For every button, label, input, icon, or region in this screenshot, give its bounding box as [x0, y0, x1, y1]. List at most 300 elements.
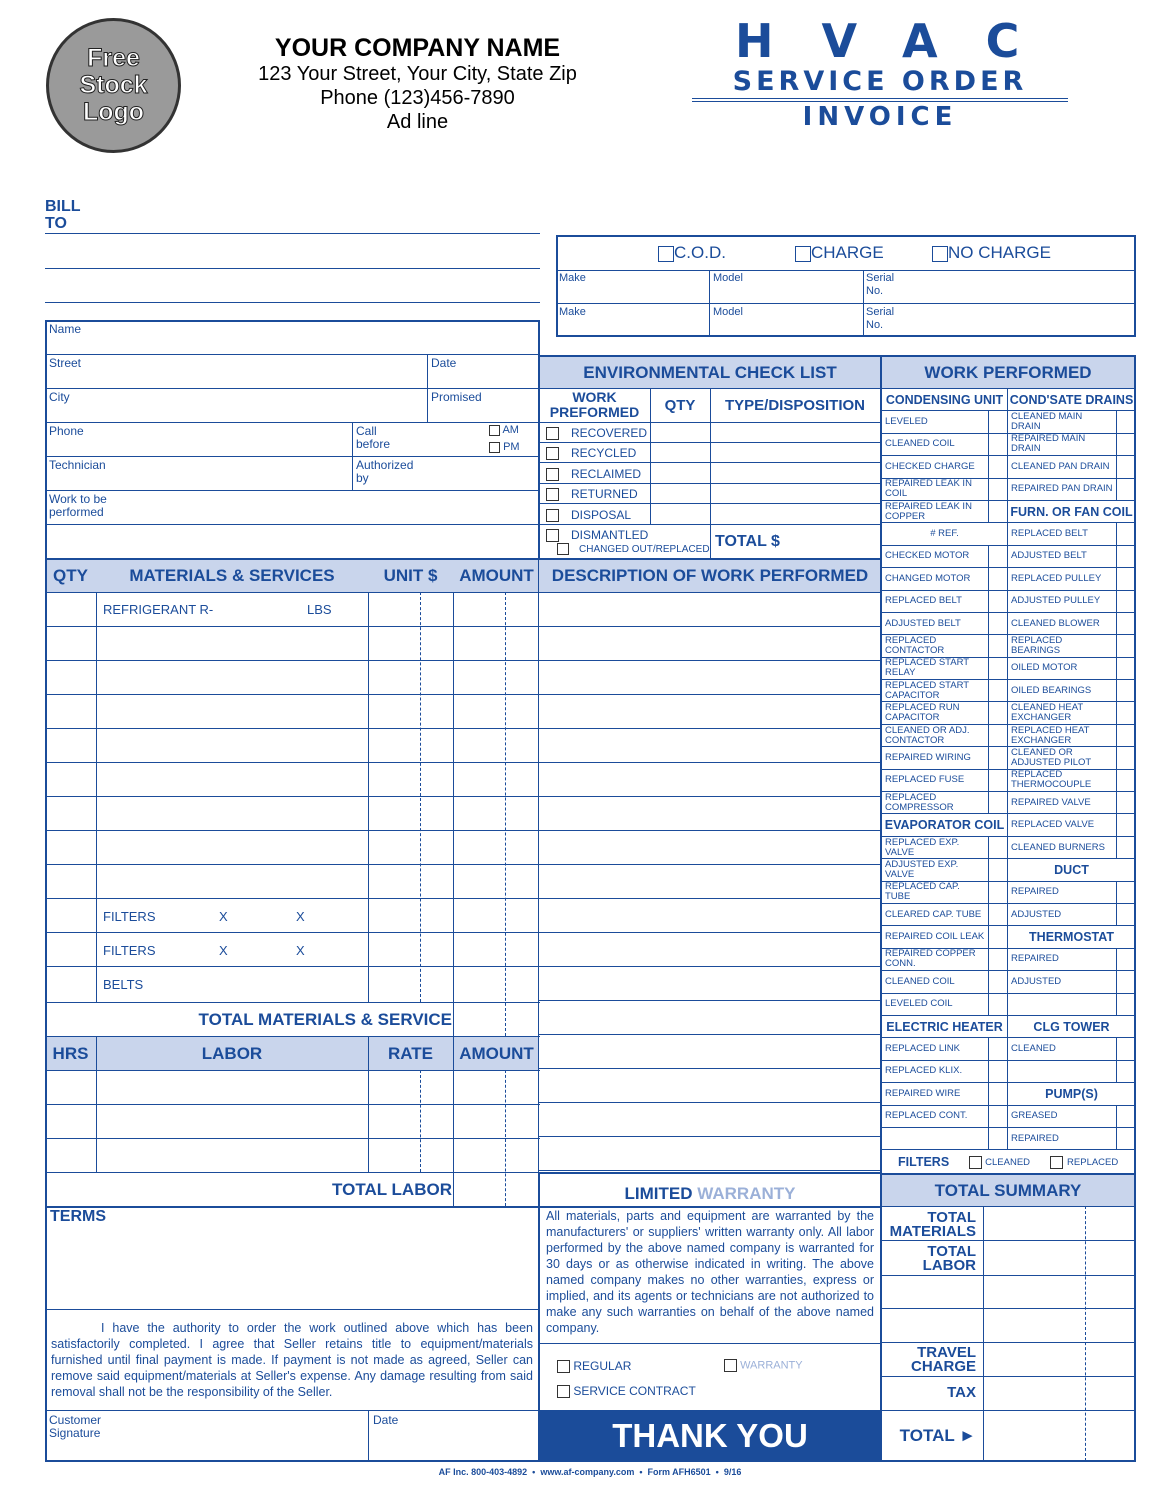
company-ad-line: Ad line	[386, 111, 449, 133]
task-label: CLEANED COIL	[882, 433, 989, 455]
task-label: GREASED	[1008, 1105, 1117, 1127]
env-col-qty: QTY	[664, 397, 696, 414]
task-label: REPAIRED	[1008, 948, 1117, 970]
work-row	[882, 389, 1136, 411]
col-qty: QTY	[53, 566, 88, 585]
terms-title: TERMS	[50, 1208, 106, 1225]
col-labor: LABOR	[201, 1044, 263, 1063]
work-row	[882, 814, 1136, 836]
task-label: CLEANED OR ADJUSTED PILOT	[1008, 747, 1117, 769]
row-line	[45, 626, 540, 627]
travel-charge-summary: TRAVEL CHARGE	[910, 1344, 976, 1375]
task-label	[1008, 1060, 1117, 1082]
cod-option[interactable]: C.O.D.	[658, 243, 726, 263]
task-label: REPAIRED WIRE	[882, 1083, 989, 1105]
belts-label: BELTS	[103, 977, 144, 992]
service-contract-option[interactable]: SERVICE CONTRACT	[557, 1384, 696, 1398]
task-checkbox[interactable]	[1117, 971, 1136, 993]
work-row	[882, 1060, 1136, 1082]
model-field[interactable]: Model	[713, 272, 743, 284]
row-line	[45, 1036, 540, 1037]
serial-field[interactable]: Serial No.	[866, 306, 895, 331]
work-row	[882, 433, 1136, 455]
task-checkbox[interactable]	[1117, 612, 1136, 634]
task-label: REPAIRED	[1008, 881, 1117, 903]
task-checkbox[interactable]	[1117, 881, 1136, 903]
checkbox[interactable]	[489, 425, 500, 436]
divider	[538, 442, 882, 443]
task-checkbox[interactable]	[989, 568, 1008, 590]
env-item-reclaimed[interactable]: RECLAIMED	[546, 467, 641, 481]
description-line	[538, 1136, 882, 1137]
work-row	[882, 903, 1136, 925]
description-line	[538, 592, 882, 593]
description-line	[538, 830, 882, 831]
work-row	[882, 523, 1136, 545]
divider	[538, 462, 882, 463]
task-checkbox[interactable]	[989, 769, 1008, 791]
task-checkbox[interactable]	[1117, 657, 1136, 679]
work-row	[882, 1038, 1136, 1060]
column-line	[368, 1036, 369, 1172]
work-row	[882, 1105, 1136, 1127]
materials-section	[45, 558, 882, 1208]
work-row	[882, 836, 1136, 858]
x-label: X	[219, 943, 228, 958]
task-checkbox[interactable]	[1117, 1127, 1136, 1149]
task-label: REPLACED CONTACTOR	[882, 635, 989, 657]
task-label: REPAIRED WIRING	[882, 747, 989, 769]
row-line	[45, 1172, 540, 1173]
task-checkbox[interactable]	[1117, 769, 1136, 791]
warranty-title: LIMITED WARRANTY	[624, 1184, 796, 1203]
task-checkbox[interactable]	[1117, 792, 1136, 814]
task-label: ADJUSTED BELT	[1008, 545, 1117, 567]
section-heading: THERMOSTAT	[1008, 926, 1136, 948]
task-checkbox[interactable]	[989, 1127, 1008, 1149]
description-line	[538, 1034, 882, 1035]
technician-field[interactable]: Technician	[49, 458, 106, 472]
task-label: OILED BEARINGS	[1008, 680, 1117, 702]
task-checkbox[interactable]	[1117, 1105, 1136, 1127]
task-checkbox[interactable]	[989, 545, 1008, 567]
task-checkbox[interactable]	[989, 948, 1008, 970]
task-checkbox[interactable]	[1117, 590, 1136, 612]
description-line	[538, 898, 882, 899]
checkbox[interactable]	[489, 442, 500, 453]
work-row	[882, 411, 1136, 433]
task-checkbox[interactable]	[1117, 523, 1136, 545]
make-field[interactable]: Make	[559, 272, 586, 284]
serial-field[interactable]: Serial No.	[866, 272, 895, 297]
task-label: REPAIRED COIL LEAK	[882, 926, 989, 948]
task-checkbox[interactable]	[989, 903, 1008, 925]
task-label: REPLACED KLIX.	[882, 1060, 989, 1082]
task-label: ADJUSTED	[1008, 971, 1117, 993]
task-label	[882, 1127, 989, 1149]
task-checkbox[interactable]	[1117, 948, 1136, 970]
bill-to-line[interactable]	[45, 268, 540, 269]
row-line	[45, 660, 540, 661]
total-summary-title: TOTAL SUMMARY	[882, 1175, 1134, 1206]
col-unit: UNIT $	[383, 566, 438, 585]
work-row	[882, 657, 1136, 679]
task-checkbox[interactable]	[1117, 456, 1136, 478]
task-checkbox[interactable]	[1117, 680, 1136, 702]
work-row	[882, 545, 1136, 567]
task-checkbox[interactable]	[989, 478, 1008, 500]
am-option[interactable]: AM	[489, 424, 519, 436]
task-checkbox[interactable]	[1117, 747, 1136, 769]
task-label: REPLACED START CAPACITOR	[882, 680, 989, 702]
task-checkbox[interactable]	[1117, 724, 1136, 746]
work-row	[882, 456, 1136, 478]
task-label: CLEANED BLOWER	[1008, 612, 1117, 634]
row-line	[45, 796, 540, 797]
x-label: X	[219, 909, 228, 924]
divider	[538, 483, 882, 484]
task-label: LEVELED	[882, 411, 989, 433]
x-label: X	[296, 909, 305, 924]
task-label: REPLACED BELT	[1008, 523, 1117, 545]
filters-label: FILTERS	[103, 909, 156, 924]
work-row	[882, 590, 1136, 612]
checkbox[interactable]	[546, 427, 559, 440]
refrigerant-label: REFRIGERANT R-	[103, 602, 214, 617]
section-heading: EVAPORATOR COIL	[882, 814, 1008, 836]
call-before-field[interactable]: Call before	[356, 424, 391, 451]
task-label: REPLACED FUSE	[882, 769, 989, 791]
task-checkbox[interactable]	[1117, 993, 1136, 1015]
warranty-text: All materials, parts and equipment are warranted by the manufacturers' or suppliers' written warranty only. All labor performed by the above named company is warranted for 30 days or as otherwise indicated in writing. The above named company makes no other warranties, express or implied, and its agents or technicians are not authorized to make any such warranties on behalf of the above named company.	[546, 1209, 874, 1335]
task-label: REPAIRED	[1008, 1127, 1117, 1149]
work-row	[882, 1015, 1136, 1037]
total-materials-summary: TOTAL MATERIALS	[889, 1209, 976, 1240]
checkbox[interactable]	[546, 447, 559, 460]
task-label: REPLACED BELT	[882, 590, 989, 612]
filters-cleaned-checkbox[interactable]	[969, 1156, 982, 1169]
task-label: CLEANED HEAT EXCHANGER	[1008, 702, 1117, 724]
task-checkbox[interactable]	[989, 1060, 1008, 1082]
task-checkbox[interactable]	[989, 411, 1008, 433]
task-label: REPAIRED LEAK IN COIL	[882, 478, 989, 500]
task-label: CLEANED BURNERS	[1008, 836, 1117, 858]
work-row	[882, 881, 1136, 903]
description-line	[538, 626, 882, 627]
task-checkbox[interactable]	[1117, 568, 1136, 590]
thank-you-banner: THANK YOU	[538, 1410, 882, 1462]
model-field[interactable]: Model	[713, 306, 743, 318]
task-checkbox[interactable]	[989, 792, 1008, 814]
customer-signature-field[interactable]: Customer Signature	[49, 1413, 102, 1440]
x-label: X	[296, 943, 305, 958]
company-name: YOUR COMPANY NAME	[274, 34, 561, 62]
section-heading: CONDENSING UNIT	[882, 389, 1008, 411]
col-rate: RATE	[387, 1044, 433, 1063]
description-line	[538, 966, 882, 967]
work-row	[882, 1083, 1136, 1105]
pm-option[interactable]: PM	[489, 441, 520, 453]
row-line	[45, 1070, 540, 1071]
task-checkbox[interactable]	[989, 993, 1008, 1015]
col-materials: MATERIALS & SERVICES	[129, 566, 335, 585]
task-label: CLEANED COIL	[882, 971, 989, 993]
task-label: REPLACED HEAT EXCHANGER	[1008, 724, 1117, 746]
description-line	[538, 1000, 882, 1001]
task-checkbox[interactable]	[989, 836, 1008, 858]
charge-option[interactable]: CHARGE	[795, 243, 884, 263]
make-field[interactable]: Make	[559, 306, 586, 318]
filters-label: FILTERS	[103, 943, 156, 958]
env-col-work: WORK PREFORMED	[549, 389, 640, 420]
regular-option[interactable]: REGULAR	[557, 1359, 631, 1373]
col-hrs: HRS	[52, 1044, 89, 1063]
name-field[interactable]: Name	[49, 322, 82, 336]
task-checkbox[interactable]	[1117, 702, 1136, 724]
task-label: REPLACED PULLEY	[1008, 568, 1117, 590]
column-line	[453, 592, 454, 1036]
task-label: CHECKED CHARGE	[882, 456, 989, 478]
task-label: REPAIRED LEAK IN COPPER	[882, 500, 989, 522]
task-label: CLEANED	[1008, 1038, 1117, 1060]
filters-row: FILTERS CLEANED REPLACED	[898, 1155, 1119, 1169]
task-checkbox[interactable]	[1117, 1060, 1136, 1082]
row-line	[45, 864, 540, 865]
task-checkbox[interactable]	[989, 680, 1008, 702]
description-line	[538, 1068, 882, 1069]
task-label: CLEANED MAIN DRAIN	[1008, 411, 1117, 433]
task-label: REPLACED BEARINGS	[1008, 635, 1117, 657]
row-line	[45, 932, 540, 933]
form-title-hvac: HVAC	[735, 14, 1068, 68]
env-col-type: TYPE/DISPOSITION	[724, 397, 866, 414]
env-item-returned[interactable]: RETURNED	[546, 487, 638, 501]
row-line	[45, 728, 540, 729]
col-description: DESCRIPTION OF WORK PERFORMED	[551, 566, 869, 585]
env-total-label: TOTAL $	[715, 533, 780, 550]
tax-summary: TAX	[947, 1384, 976, 1401]
task-checkbox[interactable]	[1117, 411, 1136, 433]
divider	[538, 503, 882, 504]
column-dash	[505, 1070, 506, 1206]
company-phone: Phone (123)456-7890	[320, 87, 515, 109]
section-heading: CLG TOWER	[1008, 1015, 1136, 1037]
checkbox[interactable]	[546, 468, 559, 481]
date-field[interactable]: Date	[431, 356, 457, 370]
description-line	[538, 1170, 882, 1171]
task-label: REPLACED EXP. VALVE	[882, 836, 989, 858]
env-item-disposal[interactable]: DISPOSAL	[546, 508, 631, 522]
work-row	[882, 859, 1136, 881]
description-line	[538, 694, 882, 695]
description-line	[538, 796, 882, 797]
task-label: CLEANED PAN DRAIN	[1008, 456, 1117, 478]
task-checkbox[interactable]	[989, 1105, 1008, 1127]
work-performed-table	[881, 388, 1136, 1150]
task-checkbox[interactable]	[989, 926, 1008, 948]
task-checkbox[interactable]	[989, 971, 1008, 993]
total-labor-summary: TOTAL LABOR	[922, 1243, 976, 1274]
row-line	[45, 1104, 540, 1105]
task-label: REPAIRED VALVE	[1008, 792, 1117, 814]
task-checkbox[interactable]	[989, 612, 1008, 634]
section-heading: COND'SATE DRAINS	[1008, 389, 1136, 411]
work-row	[882, 926, 1136, 948]
column-dash	[420, 1070, 421, 1172]
form-title-invoice: INVOICE	[802, 102, 958, 132]
task-checkbox[interactable]	[989, 881, 1008, 903]
env-item-changed-out[interactable]: CHANGED OUT/REPLACED	[557, 543, 710, 555]
street-field[interactable]: Street	[49, 356, 82, 370]
phone-field[interactable]: Phone	[49, 424, 84, 438]
task-checkbox[interactable]	[989, 456, 1008, 478]
task-checkbox[interactable]	[989, 747, 1008, 769]
task-checkbox[interactable]	[1117, 478, 1136, 500]
company-address: 123 Your Street, Your City, State Zip	[258, 63, 577, 85]
task-checkbox[interactable]	[989, 590, 1008, 612]
section-heading: DUCT	[1008, 859, 1136, 881]
divider	[538, 524, 882, 525]
filters-replaced-checkbox[interactable]	[1050, 1156, 1063, 1169]
task-checkbox[interactable]	[989, 635, 1008, 657]
description-line	[538, 1102, 882, 1103]
env-item-dismantled[interactable]: DISMANTLED	[546, 528, 648, 542]
task-checkbox[interactable]	[989, 859, 1008, 881]
env-item-recovered[interactable]: RECOVERED	[546, 426, 647, 440]
task-label: ADJUSTED PULLEY	[1008, 590, 1117, 612]
form-title-service-order: SERVICE ORDER	[692, 66, 1068, 102]
total-labor-label: TOTAL LABOR	[332, 1180, 452, 1199]
task-label: REPLACED LINK	[882, 1038, 989, 1060]
customer-info-box	[45, 320, 540, 562]
column-line	[96, 592, 97, 1002]
promised-field[interactable]: Promised	[431, 390, 482, 404]
row-line	[45, 1002, 540, 1003]
company-info	[220, 34, 615, 134]
work-row	[882, 635, 1136, 657]
section-heading: ELECTRIC HEATER	[882, 1015, 1008, 1037]
task-label: ADJUSTED EXP. VALVE	[882, 859, 989, 881]
task-checkbox[interactable]	[1117, 635, 1136, 657]
task-label	[1008, 993, 1117, 1015]
checkbox[interactable]	[546, 529, 559, 542]
task-label: REPLACED THERMOCOUPLE	[1008, 769, 1117, 791]
description-line	[538, 932, 882, 933]
row-line	[45, 592, 540, 593]
column-dash	[505, 592, 506, 1036]
task-label: CHECKED MOTOR	[882, 545, 989, 567]
row-line	[45, 898, 540, 899]
task-label: CLEANED OR ADJ. CONTACTOR	[882, 724, 989, 746]
work-row	[882, 478, 1136, 500]
task-label: ADJUSTED	[1008, 903, 1117, 925]
footer-info: AF Inc. 800-403-4892 • www.af-company.com • Form AFH6501 • 9/16	[438, 1467, 742, 1477]
col-amount: AMOUNT	[459, 566, 534, 585]
work-row	[882, 500, 1136, 522]
column-line	[368, 592, 369, 1002]
task-checkbox[interactable]	[989, 1083, 1008, 1105]
row-line	[45, 1138, 540, 1139]
task-checkbox[interactable]	[1117, 1038, 1136, 1060]
task-checkbox[interactable]	[989, 724, 1008, 746]
task-label: OILED MOTOR	[1008, 657, 1117, 679]
signature-date-field[interactable]: Date	[373, 1413, 399, 1427]
task-label: CHANGED MOTOR	[882, 568, 989, 590]
task-checkbox[interactable]	[1117, 836, 1136, 858]
section-heading: PUMP(S)	[1008, 1083, 1136, 1105]
row-line	[45, 966, 540, 967]
grand-total-summary: TOTAL ►	[899, 1426, 976, 1445]
description-line	[538, 728, 882, 729]
task-checkbox[interactable]	[1117, 545, 1136, 567]
checkbox[interactable]	[557, 543, 569, 555]
column-line	[96, 1036, 97, 1172]
task-checkbox[interactable]	[1117, 814, 1136, 836]
task-label: LEVELED COIL	[882, 993, 989, 1015]
task-label: REPLACED RUN CAPACITOR	[882, 702, 989, 724]
task-label: REPLACED CAP. TUBE	[882, 881, 989, 903]
work-row	[882, 680, 1136, 702]
section-heading: FURN. OR FAN COIL	[1008, 500, 1136, 522]
checkbox[interactable]	[546, 488, 559, 501]
description-line	[538, 864, 882, 865]
work-row	[882, 971, 1136, 993]
task-label: ADJUSTED BELT	[882, 612, 989, 634]
task-label: REPAIRED MAIN DRAIN	[1008, 433, 1117, 455]
task-checkbox[interactable]	[1117, 903, 1136, 925]
task-checkbox[interactable]	[1117, 433, 1136, 455]
work-row	[882, 792, 1136, 814]
task-label: REPAIRED PAN DRAIN	[1008, 478, 1117, 500]
work-row	[882, 702, 1136, 724]
bill-to-line[interactable]	[45, 302, 540, 303]
work-to-be-performed-field[interactable]: Work to be performed	[49, 492, 107, 519]
checkbox[interactable]	[546, 509, 559, 522]
row-line	[45, 830, 540, 831]
work-row	[882, 612, 1136, 634]
env-item-recycled[interactable]: RECYCLED	[546, 446, 636, 460]
environmental-checklist-title: ENVIRONMENTAL CHECK LIST	[540, 357, 880, 388]
task-checkbox[interactable]	[989, 500, 1008, 522]
task-checkbox[interactable]	[989, 702, 1008, 724]
task-label: CLEARED CAP. TUBE	[882, 903, 989, 925]
row-line	[45, 694, 540, 695]
authorized-by-field[interactable]: Authorized by	[356, 458, 414, 485]
task-label: REPAIRED COPPER CONN.	[882, 948, 989, 970]
task-checkbox[interactable]	[989, 1038, 1008, 1060]
task-checkbox[interactable]	[989, 657, 1008, 679]
no-charge-option[interactable]: NO CHARGE	[932, 243, 1051, 263]
work-row	[882, 769, 1136, 791]
column-line	[538, 558, 539, 1208]
company-logo: Free Stock Logo	[46, 18, 181, 153]
total-materials-label: TOTAL MATERIALS & SERVICE	[198, 1010, 452, 1029]
task-label: REPLACED CONT.	[882, 1105, 989, 1127]
city-field[interactable]: City	[49, 390, 70, 404]
bill-to-label: BILL TO	[45, 198, 81, 232]
work-row	[882, 568, 1136, 590]
column-line	[453, 1036, 454, 1206]
work-row	[882, 724, 1136, 746]
warranty-option[interactable]: WARRANTY	[724, 1359, 803, 1372]
work-row	[882, 747, 1136, 769]
work-row	[882, 993, 1136, 1015]
work-row	[882, 1127, 1136, 1149]
description-line	[538, 660, 882, 661]
ref-field[interactable]: # REF.	[882, 523, 1008, 545]
task-label: REPLACED COMPRESSOR	[882, 792, 989, 814]
task-checkbox[interactable]	[989, 433, 1008, 455]
